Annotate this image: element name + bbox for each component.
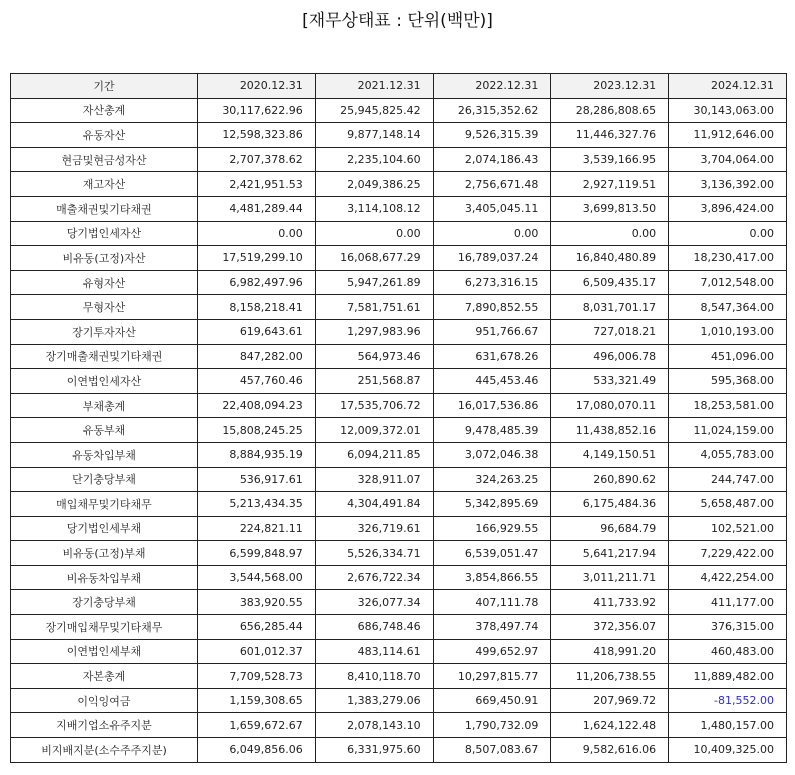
table-cell: 407,111.78 (433, 590, 551, 615)
table-cell: 3,896,424.00 (669, 196, 787, 221)
table-row (11, 172, 787, 197)
table-cell: 595,368.00 (669, 369, 787, 394)
table-cell: 102,521.00 (669, 516, 787, 541)
table-cell: 9,478,485.39 (433, 418, 551, 443)
row-label: 장기투자자산 (11, 319, 198, 344)
table-cell: 1,297,983.96 (315, 319, 433, 344)
table-cell: 1,159,308.65 (198, 688, 316, 713)
row-label: 재고자산 (11, 172, 198, 197)
row-label: 비유동(고정)부채 (11, 541, 198, 566)
table-row (11, 713, 787, 738)
row-label: 비지배지분(소수주주지분) (11, 738, 198, 763)
table-cell: 1,659,672.67 (198, 713, 316, 738)
row-label: 유동부채 (11, 418, 198, 443)
row-label: 비유동(고정)자산 (11, 246, 198, 271)
row-label: 자산총계 (11, 98, 198, 123)
table-cell: 15,808,245.25 (198, 418, 316, 443)
table-row (11, 688, 787, 713)
table-cell: 6,094,211.85 (315, 442, 433, 467)
table-cell: 324,263.25 (433, 467, 551, 492)
table-cell: 17,519,299.10 (198, 246, 316, 271)
table-cell: 378,497.74 (433, 615, 551, 640)
table-cell: 376,315.00 (669, 615, 787, 640)
table-row (11, 664, 787, 689)
table-cell: 25,945,825.42 (315, 98, 433, 123)
table-row (11, 98, 787, 123)
table-cell: 2,676,722.34 (315, 565, 433, 590)
table-cell: 11,446,327.76 (551, 123, 669, 148)
table-cell: 12,598,323.86 (198, 123, 316, 148)
table-row (11, 221, 787, 246)
table-cell: 727,018.21 (551, 319, 669, 344)
table-cell: 96,684.79 (551, 516, 669, 541)
table-cell: 16,017,536.86 (433, 393, 551, 418)
row-label: 매입채무및기타채무 (11, 492, 198, 517)
table-cell: 3,405,045.11 (433, 196, 551, 221)
table-cell: 18,230,417.00 (669, 246, 787, 271)
table-cell: 5,342,895.69 (433, 492, 551, 517)
row-label: 당기법인세부채 (11, 516, 198, 541)
table-cell: 244,747.00 (669, 467, 787, 492)
table-cell: 445,453.46 (433, 369, 551, 394)
table-row (11, 442, 787, 467)
table-cell: 2,756,671.48 (433, 172, 551, 197)
table-cell: 8,158,218.41 (198, 295, 316, 320)
table-cell: 6,509,435.17 (551, 270, 669, 295)
table-row (11, 590, 787, 615)
table-cell: 5,658,487.00 (669, 492, 787, 517)
table-row (11, 639, 787, 664)
table-cell: 7,709,528.73 (198, 664, 316, 689)
table-row (11, 393, 787, 418)
table-cell: 9,877,148.14 (315, 123, 433, 148)
table-cell: 7,581,751.61 (315, 295, 433, 320)
table-cell: 17,535,706.72 (315, 393, 433, 418)
table-cell: 4,149,150.51 (551, 442, 669, 467)
table-cell: 2,421,951.53 (198, 172, 316, 197)
table-cell: 372,356.07 (551, 615, 669, 640)
table-cell: 11,438,852.16 (551, 418, 669, 443)
table-cell: 16,068,677.29 (315, 246, 433, 271)
table-cell: 3,704,064.00 (669, 147, 787, 172)
table-cell: 26,315,352.62 (433, 98, 551, 123)
table-cell: 8,884,935.19 (198, 442, 316, 467)
balance-sheet-table (10, 73, 787, 763)
table-body (11, 98, 787, 762)
table-cell: 411,733.92 (551, 590, 669, 615)
table-cell: 619,643.61 (198, 319, 316, 344)
table-row (11, 615, 787, 640)
table-cell: 18,253,581.00 (669, 393, 787, 418)
table-cell: 460,483.00 (669, 639, 787, 664)
table-cell: 28,286,808.65 (551, 98, 669, 123)
table-cell: 4,481,289.44 (198, 196, 316, 221)
table-cell: 601,012.37 (198, 639, 316, 664)
table-cell: 631,678.26 (433, 344, 551, 369)
row-label: 당기법인세자산 (11, 221, 198, 246)
table-row (11, 123, 787, 148)
table-cell: 1,790,732.09 (433, 713, 551, 738)
table-cell: 496,006.78 (551, 344, 669, 369)
table-cell: 499,652.97 (433, 639, 551, 664)
table-cell: 7,890,852.55 (433, 295, 551, 320)
table-cell: 1,624,122.48 (551, 713, 669, 738)
table-cell: 4,304,491.84 (315, 492, 433, 517)
table-cell: 11,889,482.00 (669, 664, 787, 689)
table-cell: 5,526,334.71 (315, 541, 433, 566)
table-cell: 536,917.61 (198, 467, 316, 492)
table-cell: 328,911.07 (315, 467, 433, 492)
page-title: [재무상태표 : 단위(백만)] (302, 11, 493, 31)
table-cell: 16,789,037.24 (433, 246, 551, 271)
table-cell: 30,117,622.96 (198, 98, 316, 123)
table-cell: 3,854,866.55 (433, 565, 551, 590)
row-label: 무형자산 (11, 295, 198, 320)
column-header-2021: 2021.12.31 (315, 74, 433, 99)
table-cell: 669,450.91 (433, 688, 551, 713)
table-row (11, 270, 787, 295)
table-cell: 418,991.20 (551, 639, 669, 664)
table-cell: 6,049,856.06 (198, 738, 316, 763)
row-label: 유형자산 (11, 270, 198, 295)
table-row (11, 418, 787, 443)
table-cell: 251,568.87 (315, 369, 433, 394)
table-cell: 166,929.55 (433, 516, 551, 541)
table-header-row (11, 74, 787, 99)
table-cell: 0.00 (315, 221, 433, 246)
table-cell: -81,552.00 (669, 688, 787, 713)
table-cell: 383,920.55 (198, 590, 316, 615)
table-cell: 3,539,166.95 (551, 147, 669, 172)
table-cell: 207,969.72 (551, 688, 669, 713)
table-cell: 564,973.46 (315, 344, 433, 369)
row-label: 현금및현금성자산 (11, 147, 198, 172)
table-row (11, 492, 787, 517)
table-cell: 3,011,211.71 (551, 565, 669, 590)
table-cell: 8,507,083.67 (433, 738, 551, 763)
table-cell: 30,143,063.00 (669, 98, 787, 123)
table-cell: 6,982,497.96 (198, 270, 316, 295)
table-cell: 951,766.67 (433, 319, 551, 344)
table-cell: 8,547,364.00 (669, 295, 787, 320)
table-cell: 1,010,193.00 (669, 319, 787, 344)
table-cell: 224,821.11 (198, 516, 316, 541)
table-cell: 2,235,104.60 (315, 147, 433, 172)
table-cell: 2,049,386.25 (315, 172, 433, 197)
table-cell: 451,096.00 (669, 344, 787, 369)
table-row (11, 541, 787, 566)
row-label: 이익잉여금 (11, 688, 198, 713)
table-cell: 3,699,813.50 (551, 196, 669, 221)
table-cell: 483,114.61 (315, 639, 433, 664)
table-cell: 0.00 (551, 221, 669, 246)
table-cell: 1,480,157.00 (669, 713, 787, 738)
table-cell: 656,285.44 (198, 615, 316, 640)
table-cell: 1,383,279.06 (315, 688, 433, 713)
table-cell: 11,206,738.55 (551, 664, 669, 689)
row-label: 매출채권및기타채권 (11, 196, 198, 221)
table-cell: 4,422,254.00 (669, 565, 787, 590)
row-label: 자본총계 (11, 664, 198, 689)
table-cell: 0.00 (669, 221, 787, 246)
column-header-2023: 2023.12.31 (551, 74, 669, 99)
table-cell: 11,912,646.00 (669, 123, 787, 148)
table-cell: 7,012,548.00 (669, 270, 787, 295)
table-cell: 533,321.49 (551, 369, 669, 394)
table-cell: 8,410,118.70 (315, 664, 433, 689)
table-cell: 686,748.46 (315, 615, 433, 640)
row-label: 유동자산 (11, 123, 198, 148)
row-label: 장기매입채무및기타채무 (11, 615, 198, 640)
table-cell: 3,544,568.00 (198, 565, 316, 590)
table-row (11, 246, 787, 271)
table-cell: 10,409,325.00 (669, 738, 787, 763)
table-row (11, 147, 787, 172)
table-row (11, 565, 787, 590)
table-cell: 6,175,484.36 (551, 492, 669, 517)
table-cell: 0.00 (433, 221, 551, 246)
row-label: 부채총계 (11, 393, 198, 418)
column-header-2020: 2020.12.31 (198, 74, 316, 99)
table-cell: 6,331,975.60 (315, 738, 433, 763)
table-cell: 6,539,051.47 (433, 541, 551, 566)
row-label: 비유동차입부채 (11, 565, 198, 590)
row-label: 장기매출채권및기타채권 (11, 344, 198, 369)
table-cell: 22,408,094.23 (198, 393, 316, 418)
table-cell: 16,840,480.89 (551, 246, 669, 271)
table-row (11, 467, 787, 492)
table-cell: 3,136,392.00 (669, 172, 787, 197)
column-header-2024: 2024.12.31 (669, 74, 787, 99)
table-cell: 10,297,815.77 (433, 664, 551, 689)
table-cell: 17,080,070.11 (551, 393, 669, 418)
table-cell: 5,213,434.35 (198, 492, 316, 517)
row-label: 단기충당부채 (11, 467, 198, 492)
table-cell: 8,031,701.17 (551, 295, 669, 320)
table-row (11, 344, 787, 369)
row-label: 장기충당부채 (11, 590, 198, 615)
row-label: 유동차입부채 (11, 442, 198, 467)
table-cell: 12,009,372.01 (315, 418, 433, 443)
table-row (11, 319, 787, 344)
table-cell: 260,890.62 (551, 467, 669, 492)
table-cell: 2,707,378.62 (198, 147, 316, 172)
table-cell: 411,177.00 (669, 590, 787, 615)
column-header-period: 기간 (11, 74, 198, 99)
row-label: 지배기업소유주지분 (11, 713, 198, 738)
table-cell: 3,072,046.38 (433, 442, 551, 467)
table-cell: 11,024,159.00 (669, 418, 787, 443)
table-cell: 457,760.46 (198, 369, 316, 394)
table-row (11, 295, 787, 320)
table-cell: 9,526,315.39 (433, 123, 551, 148)
table-row (11, 738, 787, 763)
column-header-2022: 2022.12.31 (433, 74, 551, 99)
table-cell: 4,055,783.00 (669, 442, 787, 467)
table-cell: 2,074,186.43 (433, 147, 551, 172)
table-cell: 847,282.00 (198, 344, 316, 369)
table-cell: 5,641,217.94 (551, 541, 669, 566)
row-label: 이연법인세자산 (11, 369, 198, 394)
table-cell: 6,273,316.15 (433, 270, 551, 295)
table-cell: 326,077.34 (315, 590, 433, 615)
table-row (11, 516, 787, 541)
table-cell: 2,078,143.10 (315, 713, 433, 738)
table-cell: 7,229,422.00 (669, 541, 787, 566)
row-label: 이연법인세부채 (11, 639, 198, 664)
table-cell: 6,599,848.97 (198, 541, 316, 566)
table-cell: 0.00 (198, 221, 316, 246)
table-row (11, 196, 787, 221)
table-cell: 326,719.61 (315, 516, 433, 541)
table-row (11, 369, 787, 394)
table-cell: 9,582,616.06 (551, 738, 669, 763)
table-cell: 2,927,119.51 (551, 172, 669, 197)
table-cell: 5,947,261.89 (315, 270, 433, 295)
table-cell: 3,114,108.12 (315, 196, 433, 221)
